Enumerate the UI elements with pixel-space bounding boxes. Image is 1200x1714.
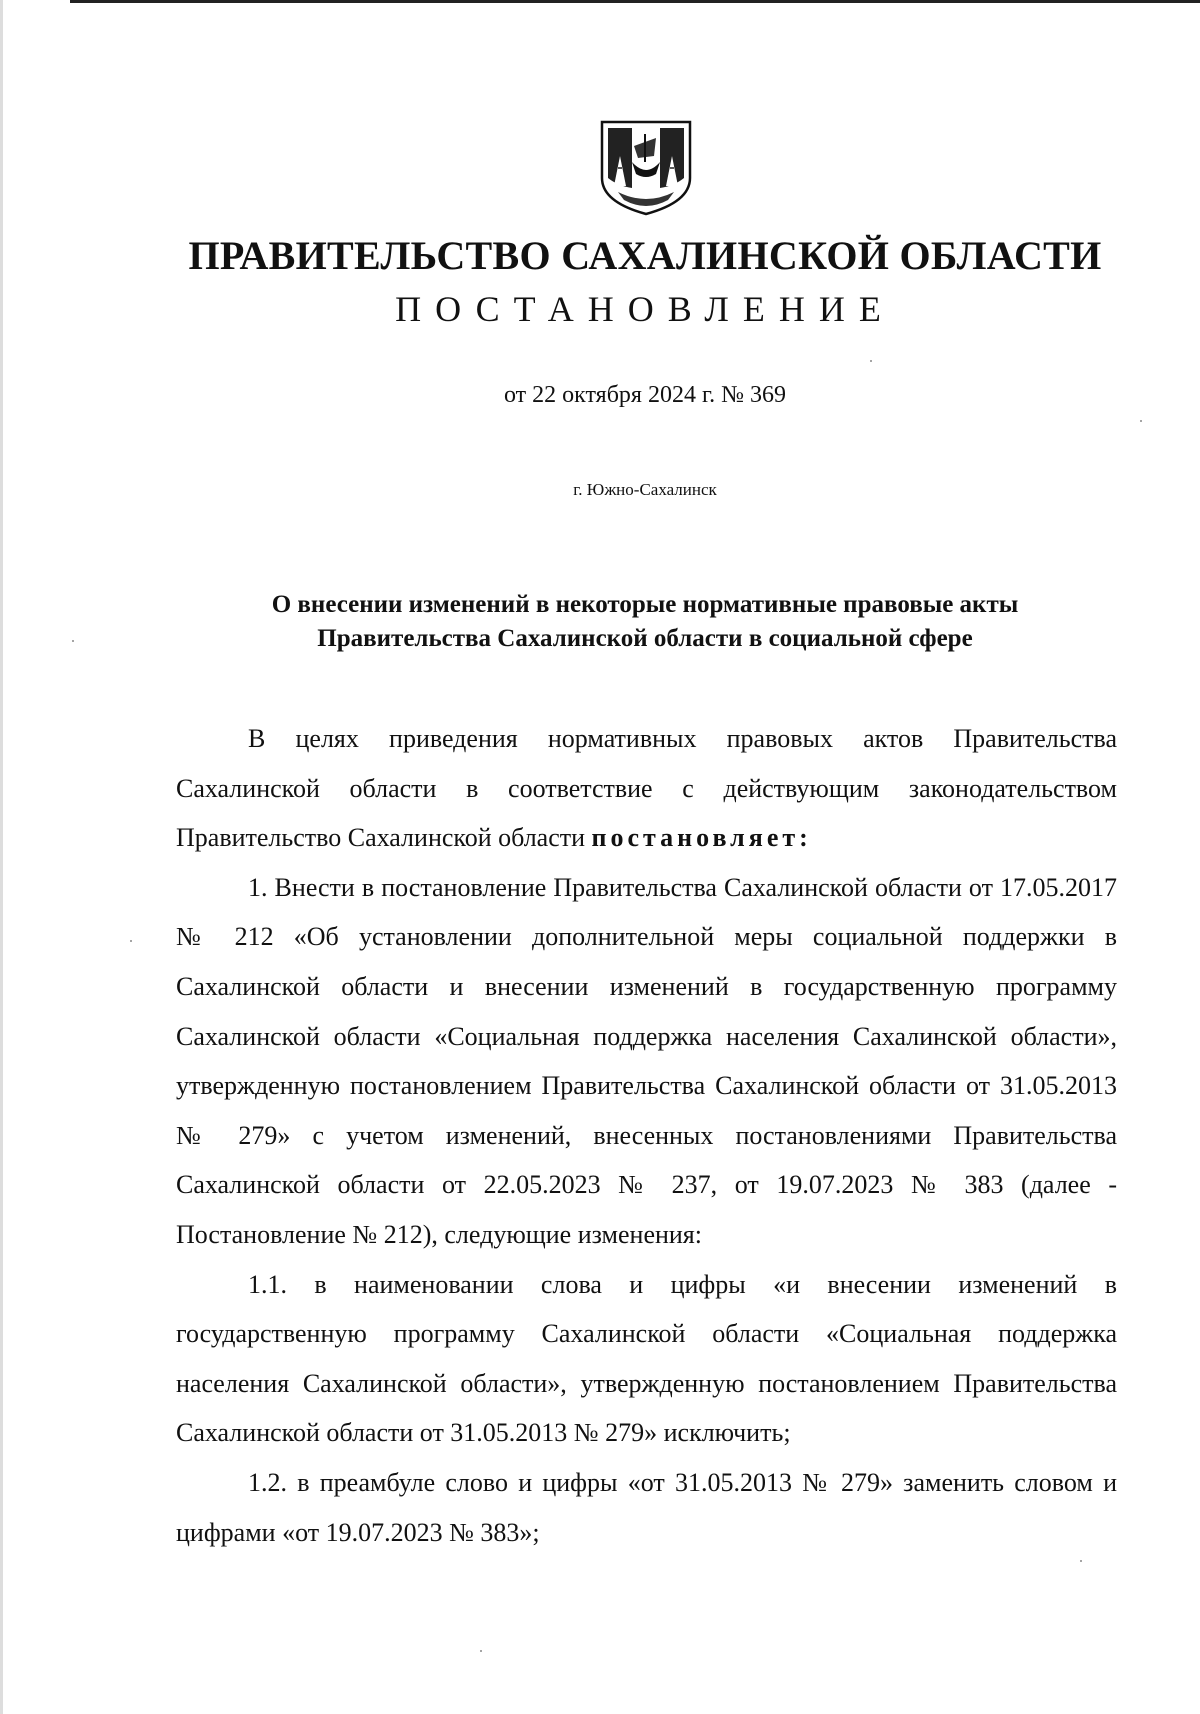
document-city: г. Южно-Сахалинск	[573, 480, 717, 499]
scan-speck	[1080, 1560, 1082, 1562]
scan-speck	[72, 640, 74, 642]
document-date-number: от 22 октября 2024 г. № 369	[503, 382, 786, 408]
preamble-keyword: постановляет:	[591, 823, 812, 853]
item-1-1-paragraph: 1.1. в наименовании слова и цифры «и внесении изменений в государственную программу Сахалинской области «Социальная поддержка населения Сахалинской области», утвержденную постановлением Правительства Сахалинской области от 31.05.2013 № 279» исключить;	[176, 1269, 1117, 1448]
organization-title: ПРАВИТЕЛЬСТВО САХАЛИНСКОЙ ОБЛАСТИ	[188, 233, 1102, 278]
scan-top-edge	[70, 0, 1200, 3]
document-body	[176, 714, 1117, 1557]
scan-speck	[130, 940, 132, 942]
coat-of-arms-icon	[598, 116, 694, 216]
item-1-paragraph: 1. Внести в постановление Правительства Сахалинской области от 17.05.2017 № 212 «Об установлении дополнительной меры социальной поддержки в Сахалинской области и внесении изменений в государственную программу Сахалинской области «Социальная поддержка населения Сахалинской области», утвержденную постановлением Правительства Сахалинской области от 31.05.2013 № 279» с учетом изменений, внесенных постановлениями Правительства Сахалинской области от 22.05.2023 № 237, от 19.07.2023 № 383 (далее - Постановление № 212), следующие изменения:	[176, 872, 1117, 1249]
preamble-text: В целях приведения нормативных правовых актов Правительства Сахалинской области в соответствие с действующим законодательством Правительство Сахалинской области	[176, 724, 1117, 853]
scan-speck	[480, 1650, 482, 1652]
document-subject-heading	[175, 588, 1115, 656]
item-1-2-paragraph: 1.2. в преамбуле слово и цифры «от 31.05.2013 № 279» заменить словом и цифрами «от 19.07.2023 № 383»;	[176, 1467, 1117, 1547]
heading-line-2: Правительства Сахалинской области в социальной сфере	[317, 625, 973, 652]
preamble-paragraph	[176, 714, 1117, 863]
document-type: ПОСТАНОВЛЕНИЕ	[395, 289, 895, 329]
scan-speck	[1140, 420, 1142, 422]
scan-speck	[870, 360, 872, 362]
heading-line-1: О внесении изменений в некоторые нормативные правовые акты	[271, 591, 1019, 618]
